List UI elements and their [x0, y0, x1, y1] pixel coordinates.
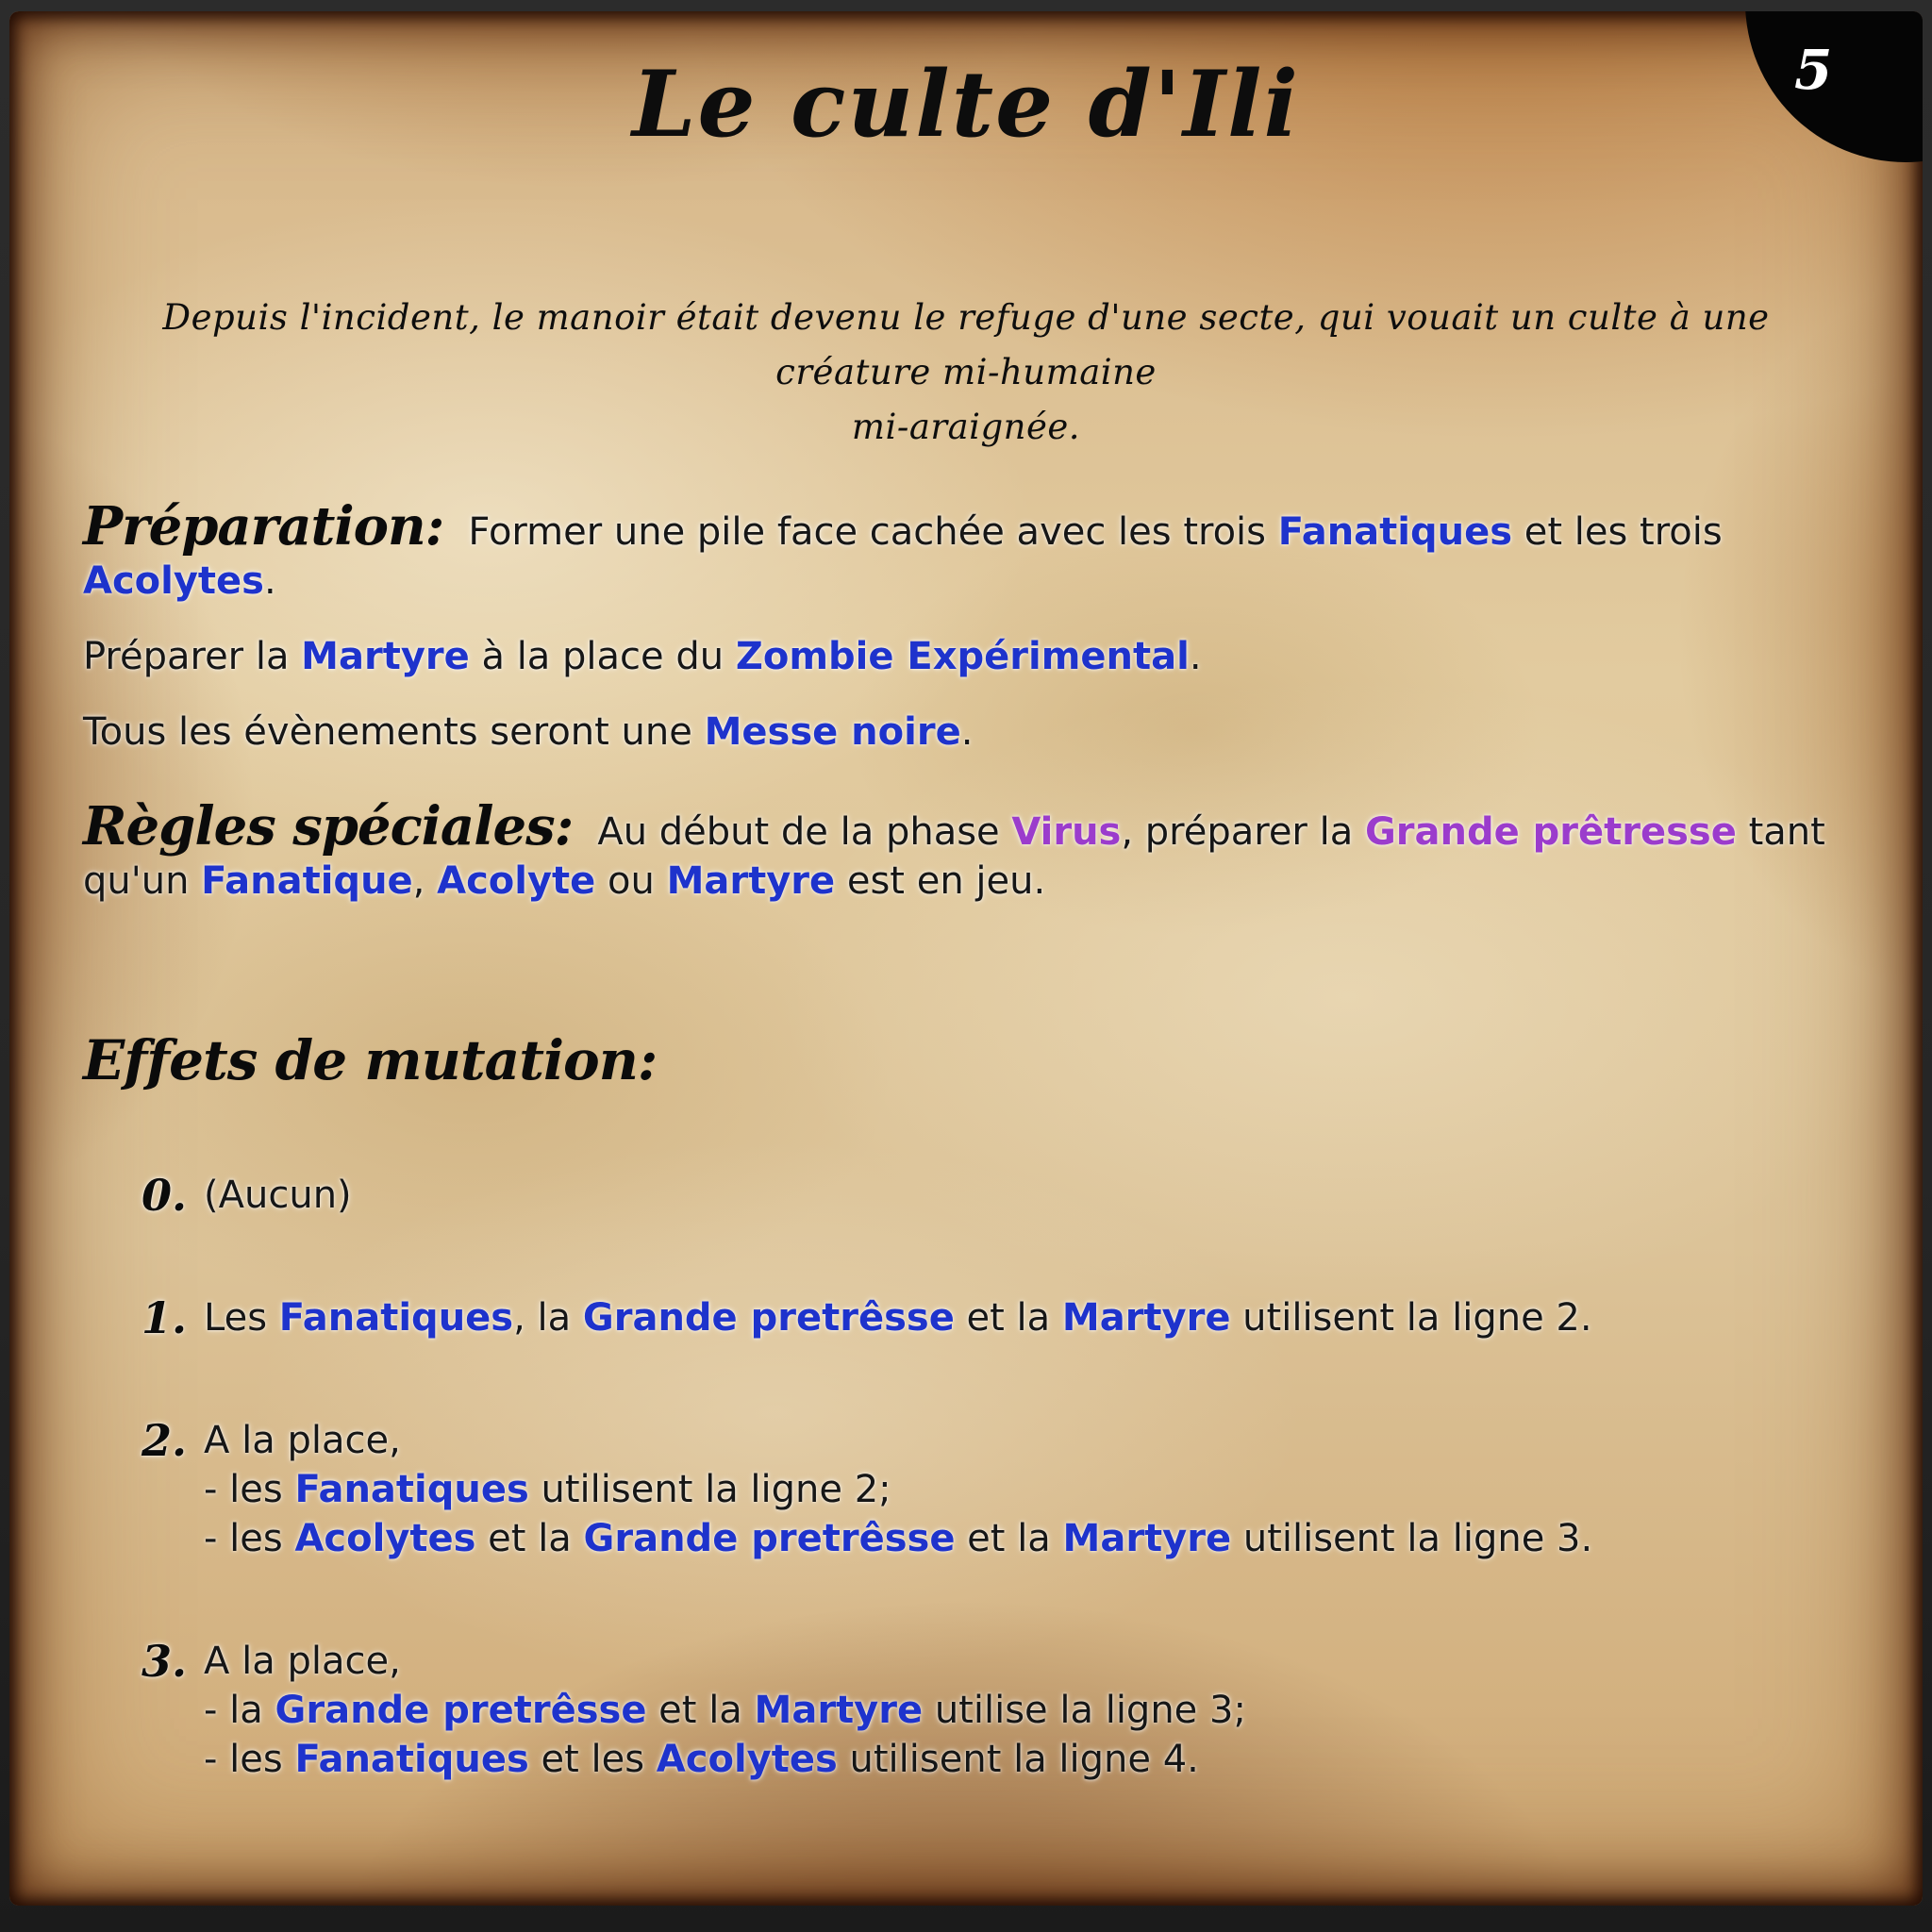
text-run: utilise la ligne 3; — [923, 1689, 1246, 1732]
text-run: . — [264, 559, 276, 603]
text-run: - les — [204, 1468, 295, 1511]
text-run: , — [412, 859, 438, 903]
text-run: et les — [528, 1738, 657, 1781]
text-run: et la — [955, 1517, 1063, 1560]
keyword-blue: Grande pretrêsse — [583, 1517, 956, 1560]
text-run: utilisent la ligne 2. — [1230, 1296, 1592, 1340]
mutation-item-2-line-1 — [204, 1465, 1870, 1514]
text-run: utilisent la ligne 4. — [837, 1738, 1199, 1781]
mutation-item-0-line-0 — [204, 1171, 1870, 1220]
mutation-item-3-line-2 — [204, 1735, 1870, 1784]
keyword-blue: Acolytes — [294, 1517, 476, 1560]
special-rules-paragraph — [83, 795, 1870, 906]
text-run: - la — [204, 1689, 275, 1732]
section-preparation — [83, 495, 1870, 783]
page-number: 5 — [1794, 38, 1833, 102]
keyword-blue: Martyre — [1061, 1296, 1231, 1340]
keyword-blue: Grande pretrêsse — [582, 1296, 955, 1340]
text-run: , la — [513, 1296, 583, 1340]
mutation-item-0-lines — [187, 1171, 1870, 1220]
mutation-item-2-number: 2. — [142, 1415, 188, 1466]
text-run: et les trois — [1512, 510, 1723, 554]
mutation-item-1-number: 1. — [142, 1292, 188, 1343]
text-run: A la place, — [204, 1640, 401, 1683]
keyword-blue: Fanatiques — [278, 1296, 514, 1340]
text-run: et la — [646, 1689, 755, 1732]
keyword-blue: Messe noire — [704, 710, 961, 754]
preparation-line-1 — [83, 495, 1870, 606]
mutation-item-0-number: 0. — [142, 1170, 188, 1221]
text-run: ou — [595, 859, 667, 903]
mutation-item-1-line-0 — [204, 1293, 1870, 1342]
keyword-blue: Fanatiques — [1277, 510, 1513, 554]
mutation-heading: Effets de mutation: — [83, 1028, 658, 1092]
text-run: Les — [204, 1296, 279, 1340]
mutation-item-2-lines — [187, 1416, 1870, 1563]
mutation-item-1 — [83, 1293, 1870, 1342]
subtitle-line-1: Depuis l'incident, le manoir était devenu le refuge d'une secte, qui vouait un culte à une créature mi-humaine — [162, 297, 1770, 392]
mutation-item-2-line-2 — [204, 1514, 1870, 1563]
keyword-blue: Martyre — [666, 859, 836, 903]
text-run: Former une pile face cachée avec les trois — [468, 510, 1278, 554]
mutation-item-3-lines — [187, 1637, 1870, 1784]
keyword-blue: Acolyte — [437, 859, 596, 903]
keyword-blue: Fanatiques — [294, 1738, 529, 1781]
section-special-rules — [83, 795, 1870, 906]
keyword-blue: Fanatiques — [294, 1468, 529, 1511]
text-run: , préparer la — [1121, 810, 1365, 854]
keyword-purple: Virus — [1011, 810, 1122, 854]
mutation-item-2 — [83, 1416, 1870, 1563]
text-run: - les — [204, 1517, 295, 1560]
text-run: . — [960, 710, 974, 754]
mutation-item-3 — [83, 1637, 1870, 1784]
special-rules-heading: Règles spéciales: — [83, 795, 574, 858]
text-run: est en jeu. — [835, 859, 1046, 903]
keyword-blue: Martyre — [301, 635, 470, 678]
text-run: et la — [475, 1517, 584, 1560]
text-run: (Aucun) — [204, 1174, 352, 1217]
page-subtitle — [113, 291, 1819, 455]
text-run: Préparer la — [83, 635, 302, 678]
text-run: - les — [204, 1738, 295, 1781]
text-run: Tous les évènements seront une — [83, 710, 705, 754]
text-run: à la place du — [469, 635, 736, 678]
preparation-line-3 — [83, 708, 1870, 757]
mutation-item-3-line-1 — [204, 1686, 1870, 1735]
keyword-blue: Zombie Expérimental — [735, 635, 1190, 678]
text-run: utilisent la ligne 2; — [528, 1468, 891, 1511]
text-run: . — [1189, 635, 1202, 678]
keyword-blue: Martyre — [754, 1689, 924, 1732]
keyword-blue: Grande pretrêsse — [275, 1689, 647, 1732]
mutation-item-3-number: 3. — [142, 1636, 188, 1687]
preparation-heading: Préparation: — [83, 495, 444, 558]
keyword-blue: Acolytes — [83, 559, 264, 603]
parchment-sheet — [9, 11, 1923, 1906]
mutation-item-1-lines — [187, 1293, 1870, 1342]
subtitle-line-2: mi-araignée. — [851, 407, 1081, 447]
keyword-purple: Grande prêtresse — [1364, 810, 1737, 854]
mutation-list — [83, 1171, 1870, 1857]
keyword-blue: Fanatique — [201, 859, 413, 903]
page-title: Le culte d'Ili — [632, 51, 1300, 158]
mutation-item-2-line-0 — [204, 1416, 1870, 1465]
text-run: utilisent la ligne 3. — [1231, 1517, 1593, 1560]
preparation-line-2 — [83, 632, 1870, 681]
text-run: et la — [954, 1296, 1062, 1340]
keyword-blue: Martyre — [1062, 1517, 1232, 1560]
mutation-item-0 — [83, 1171, 1870, 1220]
text-run: tant qu'un — [83, 810, 1825, 903]
mutation-item-3-line-0 — [204, 1637, 1870, 1686]
keyword-blue: Acolytes — [656, 1738, 838, 1781]
text-run: Au début de la phase — [597, 810, 1012, 854]
text-run: A la place, — [204, 1419, 401, 1462]
